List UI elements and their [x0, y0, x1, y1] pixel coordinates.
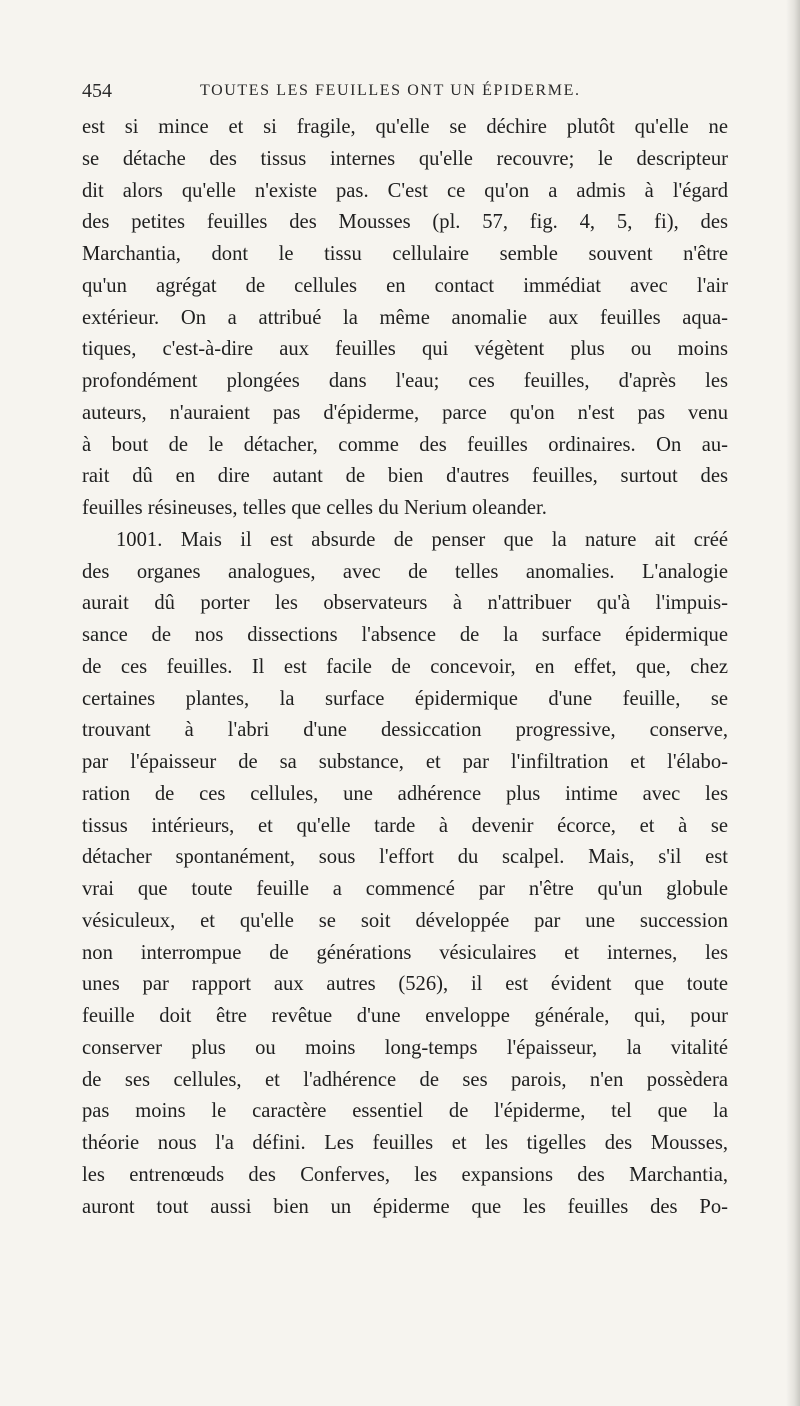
- text-line: par l'épaisseur de sa substance, et par l'infiltration et l'élabo-: [82, 751, 728, 773]
- body-text: [82, 112, 728, 1223]
- text-line: est si mince et si fragile, qu'elle se déchire plutôt qu'elle ne: [82, 116, 728, 138]
- text-line: des organes analogues, avec de telles anomalies. L'analogie: [82, 560, 728, 583]
- running-title: TOUTES LES FEUILLES ONT UN ÉPIDERME.: [200, 82, 581, 99]
- text-line: les entrenœuds des Conferves, les expansions des Marchantia,: [82, 1163, 728, 1186]
- text-line: certaines plantes, la surface épidermique d'une feuille, se: [82, 687, 728, 710]
- text-line: extérieur. On a attribué la même anomalie aux feuilles aqua-: [82, 306, 728, 329]
- text-line: de ces feuilles. Il est facile de concevoir, en effet, que, chez: [82, 655, 728, 678]
- text-line: rait dû en dire autant de bien d'autres feuilles, surtout des: [82, 465, 728, 488]
- page-edge-shadow: [786, 0, 800, 1406]
- text-line: auront tout aussi bien un épiderme que les feuilles des Po-: [82, 1195, 728, 1218]
- text-line: tiques, c'est-à-dire aux feuilles qui végètent plus ou moins: [82, 338, 728, 361]
- text-line: conserver plus ou moins long-temps l'épaisseur, la vitalité: [82, 1036, 728, 1059]
- text-line: vrai que toute feuille a commencé par n'être qu'un globule: [82, 878, 728, 900]
- running-header: [82, 80, 682, 108]
- text-line: théorie nous l'a défini. Les feuilles et les tigelles des Mousses,: [82, 1132, 728, 1154]
- text-line: unes par rapport aux autres (526), il est évident que toute: [82, 973, 728, 996]
- text-line: tissus intérieurs, et qu'elle tarde à devenir écorce, et à se: [82, 814, 728, 837]
- text-line: de ses cellules, et l'adhérence de ses parois, n'en possèdera: [82, 1068, 728, 1091]
- text-line: pas moins le caractère essentiel de l'épiderme, tel que la: [82, 1100, 728, 1123]
- text-line: feuille doit être revêtue d'une enveloppe générale, qui, pour: [82, 1005, 728, 1027]
- text-line: des petites feuilles des Mousses (pl. 57, fig. 4, 5, fi), des: [82, 211, 728, 234]
- page-number: 454: [82, 80, 112, 102]
- text-line: qu'un agrégat de cellules en contact immédiat avec l'air: [82, 274, 728, 297]
- text-line: sance de nos dissections l'absence de la surface épidermique: [82, 624, 728, 646]
- text-line: se détache des tissus internes qu'elle recouvre; le descripteur: [82, 147, 728, 170]
- text-line: non interrompue de générations vésiculaires et internes, les: [82, 941, 728, 964]
- text-line: feuilles résineuses, telles que celles du Nerium oleander.: [82, 497, 547, 519]
- text-line: dit alors qu'elle n'existe pas. C'est ce qu'on a admis à l'égard: [82, 179, 728, 202]
- paragraph-start-line: 1001. Mais il est absurde de penser que la nature ait créé: [116, 528, 728, 551]
- text-line: ration de ces cellules, une adhérence plus intime avec les: [82, 782, 728, 805]
- text-line: à bout de le détacher, comme des feuilles ordinaires. On au-: [82, 433, 728, 456]
- text-line: trouvant à l'abri d'une dessiccation progressive, conserve,: [82, 719, 728, 742]
- text-line: aurait dû porter les observateurs à n'attribuer qu'à l'impuis-: [82, 592, 728, 615]
- text-line: vésiculeux, et qu'elle se soit développée par une succession: [82, 909, 728, 932]
- text-line: profondément plongées dans l'eau; ces feuilles, d'après les: [82, 370, 728, 392]
- text-line: détacher spontanément, sous l'effort du scalpel. Mais, s'il est: [82, 846, 728, 869]
- text-line: Marchantia, dont le tissu cellulaire semble souvent n'être: [82, 243, 728, 265]
- text-line: auteurs, n'auraient pas d'épiderme, parce qu'on n'est pas venu: [82, 401, 728, 424]
